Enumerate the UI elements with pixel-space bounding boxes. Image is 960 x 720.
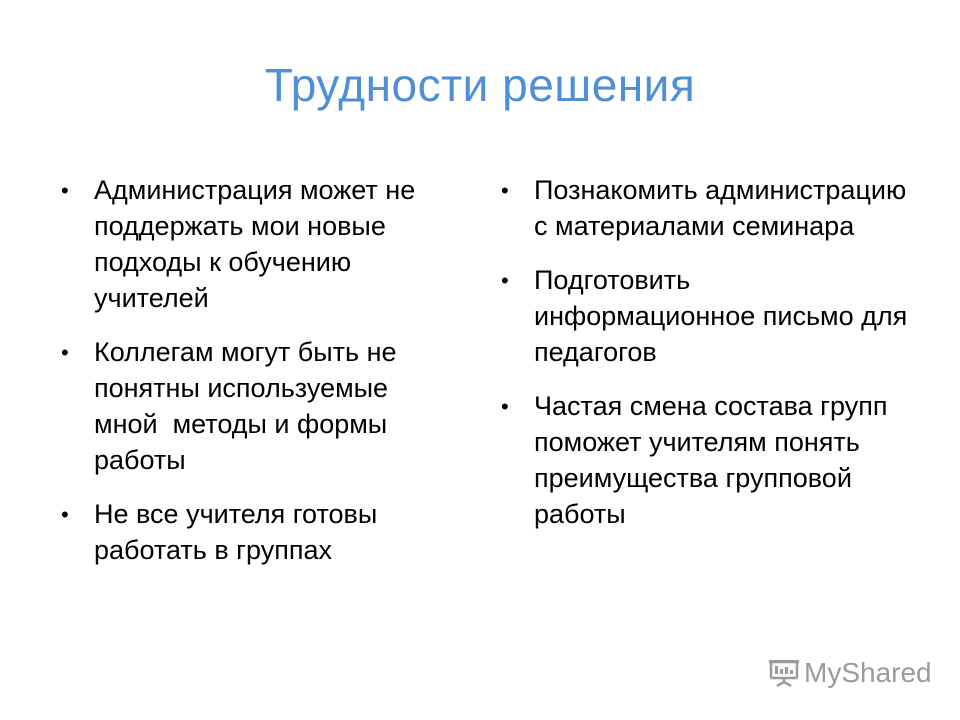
list-item xyxy=(58,334,438,478)
bullet-icon: • xyxy=(501,178,509,203)
list-item-text: Администрация может не поддержать мои новые подходы к обучению учителей xyxy=(94,175,416,313)
bullet-icon: • xyxy=(501,268,509,293)
list-item xyxy=(58,172,438,316)
watermark-logo xyxy=(768,657,932,689)
list-item-text: Познакомить администрацию с материалами семинара xyxy=(534,175,907,241)
presentation-board-icon xyxy=(768,658,800,688)
watermark-text: MyShared xyxy=(804,657,932,688)
list-item xyxy=(498,172,918,244)
list-item-text: Частая смена состава групп поможет учителям понять преимущества групповой работы xyxy=(534,391,888,529)
left-bullet-list xyxy=(58,172,438,586)
bullet-icon: • xyxy=(61,340,69,365)
list-item xyxy=(498,262,918,370)
slide-title: Трудности решения xyxy=(264,59,696,111)
bullet-icon: • xyxy=(61,502,69,527)
list-item xyxy=(58,496,438,568)
bullet-icon: • xyxy=(61,178,69,203)
list-item-text: Коллегам могут быть не понятны используемые мной методы и формы работы xyxy=(94,337,405,475)
bullet-icon: • xyxy=(501,394,509,419)
list-item-text: Подготовить информационное письмо для педагогов xyxy=(534,265,908,367)
right-bullet-list xyxy=(498,172,918,550)
list-item-text: Не все учителя готовы работать в группах xyxy=(94,499,378,565)
list-item xyxy=(498,388,918,532)
